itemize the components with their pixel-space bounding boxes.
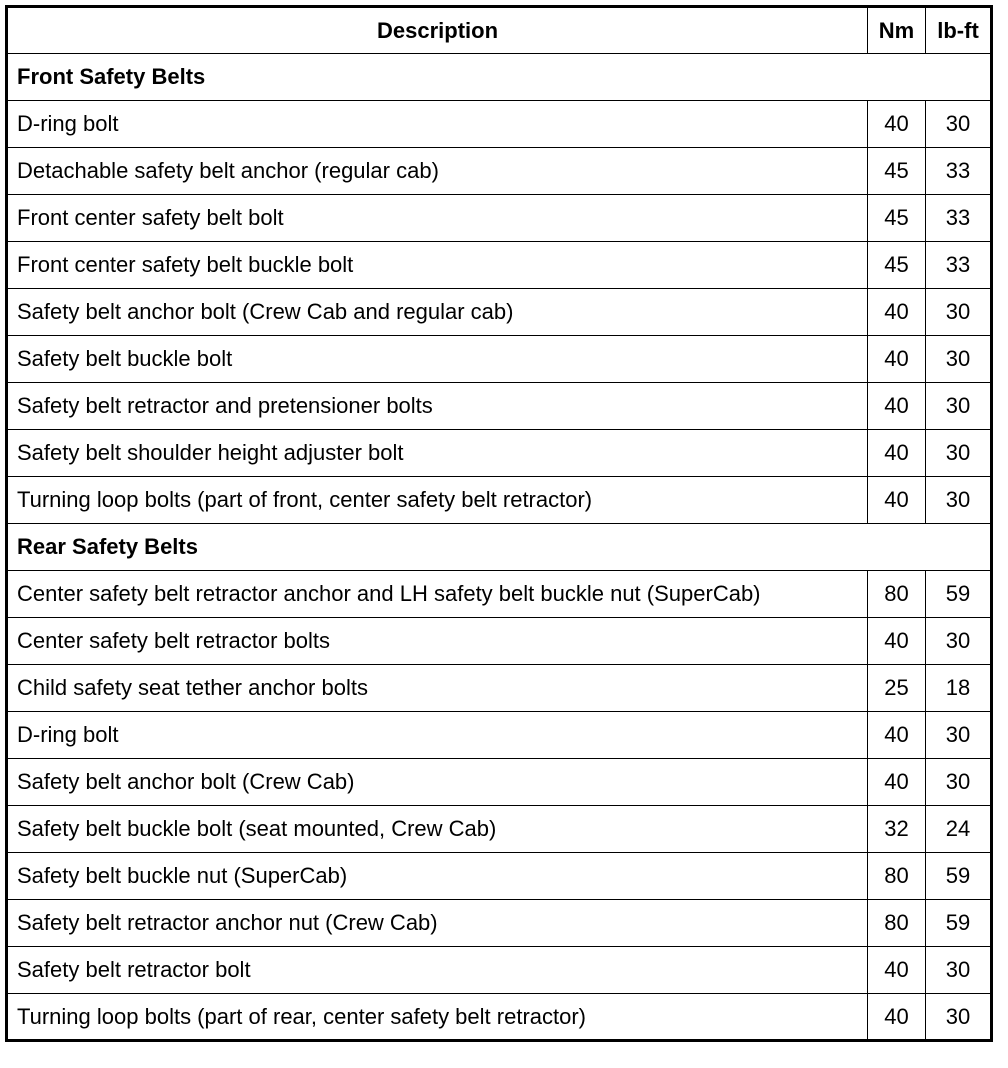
description-cell: Center safety belt retractor anchor and LH safety belt buckle nut (SuperCab)	[7, 571, 868, 618]
description-cell: Safety belt retractor bolt	[7, 947, 868, 994]
description-cell: Safety belt retractor and pretensioner bolts	[7, 383, 868, 430]
nm-cell: 80	[868, 853, 926, 900]
table-row	[7, 477, 992, 524]
nm-cell: 40	[868, 994, 926, 1041]
nm-cell: 40	[868, 383, 926, 430]
lbft-cell: 33	[926, 242, 992, 289]
description-cell: Safety belt anchor bolt (Crew Cab and regular cab)	[7, 289, 868, 336]
lbft-cell: 30	[926, 759, 992, 806]
lbft-cell: 30	[926, 336, 992, 383]
lbft-cell: 33	[926, 195, 992, 242]
lbft-header: lb-ft	[926, 7, 992, 54]
table-row	[7, 618, 992, 665]
description-cell: Front center safety belt bolt	[7, 195, 868, 242]
table-row	[7, 571, 992, 618]
nm-cell: 40	[868, 947, 926, 994]
nm-cell: 45	[868, 195, 926, 242]
table-row	[7, 806, 992, 853]
lbft-cell: 30	[926, 618, 992, 665]
nm-cell: 40	[868, 336, 926, 383]
lbft-cell: 30	[926, 947, 992, 994]
table-row	[7, 430, 992, 477]
section-title: Front Safety Belts	[7, 54, 992, 101]
description-cell: Safety belt anchor bolt (Crew Cab)	[7, 759, 868, 806]
torque-spec-table	[5, 5, 993, 1042]
description-cell: D-ring bolt	[7, 712, 868, 759]
lbft-cell: 59	[926, 900, 992, 947]
lbft-cell: 30	[926, 289, 992, 336]
nm-cell: 40	[868, 477, 926, 524]
table-row	[7, 336, 992, 383]
table-row	[7, 900, 992, 947]
lbft-cell: 18	[926, 665, 992, 712]
nm-cell: 40	[868, 430, 926, 477]
lbft-cell: 33	[926, 148, 992, 195]
lbft-cell: 30	[926, 994, 992, 1041]
nm-cell: 80	[868, 900, 926, 947]
table-row	[7, 665, 992, 712]
nm-cell: 40	[868, 289, 926, 336]
table-row	[7, 383, 992, 430]
description-cell: D-ring bolt	[7, 101, 868, 148]
description-cell: Center safety belt retractor bolts	[7, 618, 868, 665]
description-cell: Front center safety belt buckle bolt	[7, 242, 868, 289]
table-row	[7, 947, 992, 994]
header-row	[7, 7, 992, 54]
table-row	[7, 195, 992, 242]
lbft-cell: 30	[926, 383, 992, 430]
nm-cell: 40	[868, 101, 926, 148]
table-row	[7, 148, 992, 195]
table-row	[7, 242, 992, 289]
lbft-cell: 59	[926, 571, 992, 618]
nm-cell: 40	[868, 618, 926, 665]
description-cell: Child safety seat tether anchor bolts	[7, 665, 868, 712]
nm-cell: 45	[868, 148, 926, 195]
nm-cell: 80	[868, 571, 926, 618]
nm-header: Nm	[868, 7, 926, 54]
description-cell: Detachable safety belt anchor (regular cab)	[7, 148, 868, 195]
description-header: Description	[7, 7, 868, 54]
description-cell: Safety belt buckle nut (SuperCab)	[7, 853, 868, 900]
table-row	[7, 712, 992, 759]
nm-cell: 25	[868, 665, 926, 712]
lbft-cell: 30	[926, 101, 992, 148]
table-row	[7, 853, 992, 900]
lbft-cell: 30	[926, 430, 992, 477]
nm-cell: 40	[868, 759, 926, 806]
table-row	[7, 759, 992, 806]
table-row	[7, 994, 992, 1041]
section-title: Rear Safety Belts	[7, 524, 992, 571]
lbft-cell: 30	[926, 477, 992, 524]
nm-cell: 32	[868, 806, 926, 853]
lbft-cell: 30	[926, 712, 992, 759]
table-row	[7, 289, 992, 336]
lbft-cell: 24	[926, 806, 992, 853]
nm-cell: 45	[868, 242, 926, 289]
section-row-front-safety-belts	[7, 54, 992, 101]
description-cell: Turning loop bolts (part of front, center safety belt retractor)	[7, 477, 868, 524]
description-cell: Safety belt shoulder height adjuster bolt	[7, 430, 868, 477]
lbft-cell: 59	[926, 853, 992, 900]
nm-cell: 40	[868, 712, 926, 759]
table-row	[7, 101, 992, 148]
description-cell: Safety belt buckle bolt	[7, 336, 868, 383]
section-row-rear-safety-belts	[7, 524, 992, 571]
description-cell: Turning loop bolts (part of rear, center safety belt retractor)	[7, 994, 868, 1041]
description-cell: Safety belt retractor anchor nut (Crew Cab)	[7, 900, 868, 947]
description-cell: Safety belt buckle bolt (seat mounted, Crew Cab)	[7, 806, 868, 853]
